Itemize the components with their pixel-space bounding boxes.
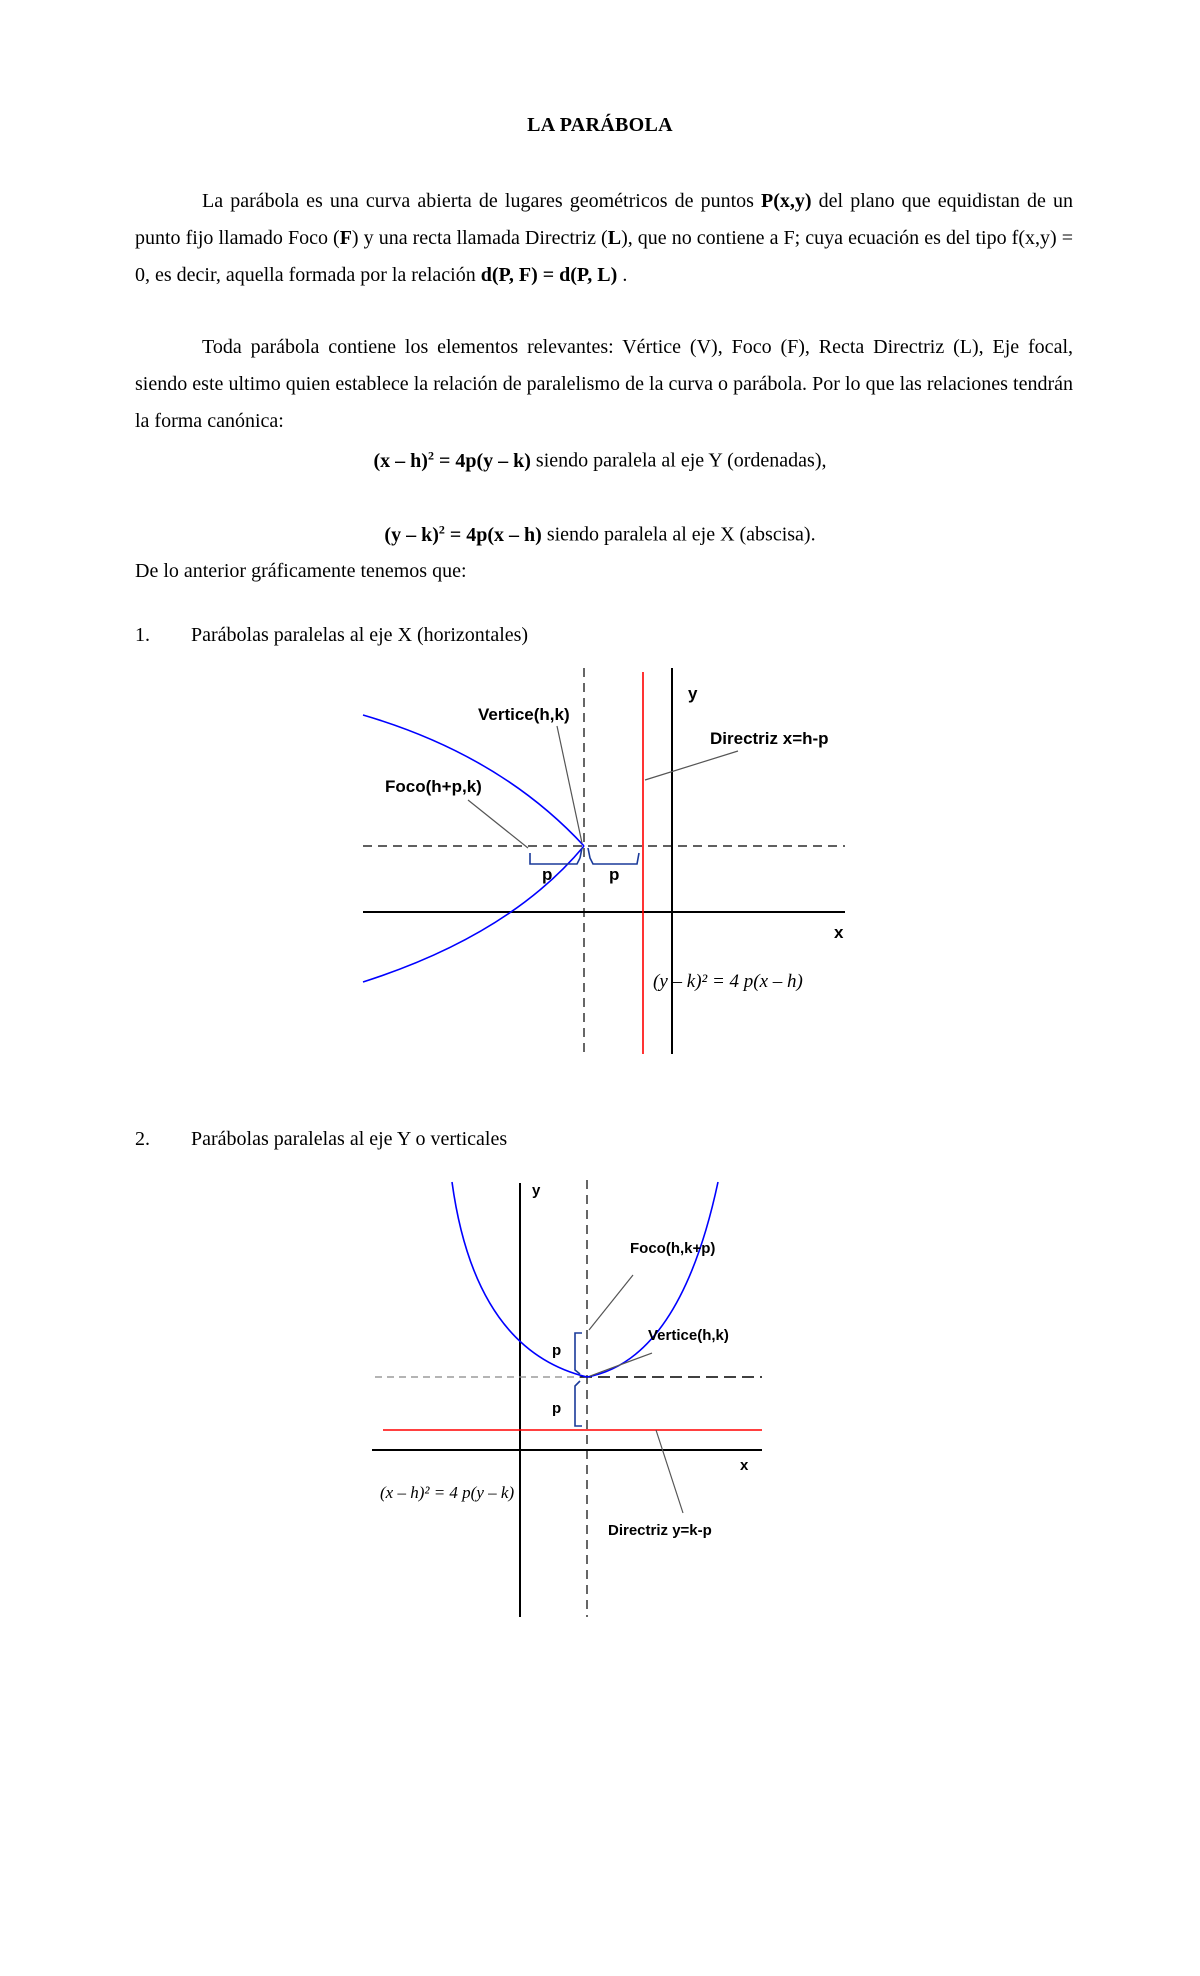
formula-description: siendo paralela al eje X (abscisa). [541,523,816,546]
directrix-symbol: L [607,227,622,249]
focus-pointer [468,800,528,848]
x-axis-label: x [834,923,844,942]
formula-lhs: (x – h) [373,449,428,472]
paragraph-text: La parábola es una curva abierta de lugares geométricos de puntos [202,190,762,212]
page-title: LA PARÁBOLA [527,114,673,136]
vertex-pointer [557,726,582,843]
x-axis-label: x [740,1457,749,1474]
equation-label: (y – k)² = 4 p(x – h) [653,971,803,992]
point-notation: P(x,y) [761,190,812,212]
paragraph-text: ), que no contiene a F; cuya ecuación es del tipo f(x,y) = 0, es decir, aquella formada por la relación [135,227,1073,286]
p-label-left: p [542,865,553,884]
formula-exponent: 2 [427,448,434,462]
list-item-2 [135,1128,507,1151]
formula-lhs: (y – k) [384,523,439,546]
p-brace-right [588,848,639,864]
list-number: 1. [135,624,150,646]
focus-symbol: F [339,227,352,249]
list-text: Parábolas paralelas al eje X (horizontales) [191,624,529,646]
p-label-right: p [609,865,620,884]
intro-line: De lo anterior gráficamente tenemos que: [135,560,467,582]
distance-relation: d(P, F) = d(P, L) [480,264,618,286]
formula-exponent: 2 [438,522,445,536]
vertex-label: Vertice(h,k) [648,1327,729,1344]
p-label-top: p [552,1342,562,1359]
p-label-bottom: p [552,1400,562,1417]
directrix-label: Directriz x=h-p [710,729,829,748]
p-brace-left [530,848,582,864]
paragraph-text: ) y una recta llamada Directriz ( [351,227,608,249]
y-axis-label: y [688,684,698,703]
paragraph-text: del plano que equidistan de un punto fijo llamado Foco ( [135,190,1074,249]
formula-rhs: = 4p(x – h) [444,523,542,546]
focus-label: Foco(h,k+p) [630,1240,716,1257]
directrix-label: Directriz y=k-p [608,1522,712,1539]
list-text: Parábolas paralelas al eje Y o verticales [191,1128,508,1150]
vertex-label: Vertice(h,k) [478,705,570,724]
formula-description: siendo paralela al eje Y (ordenadas), [530,449,827,472]
paragraph-text: . [617,264,628,286]
equation-label: (x – h)² = 4 p(y – k) [380,1483,515,1502]
focus-label: Foco(h+p,k) [385,777,482,796]
y-axis-label: y [532,1182,541,1199]
directrix-pointer [645,751,738,780]
list-number: 2. [135,1128,150,1150]
formula-rhs: = 4p(y – k) [433,449,531,472]
paragraph-text: Toda parábola contiene los elementos relevantes: Vértice (V), Foco (F), Recta Directriz (L), Eje focal, siendo este ultimo quien establece la relación de paralelismo de la curva o parábola. Por lo que las relaciones tendrán la forma canónica: [135,336,1073,432]
